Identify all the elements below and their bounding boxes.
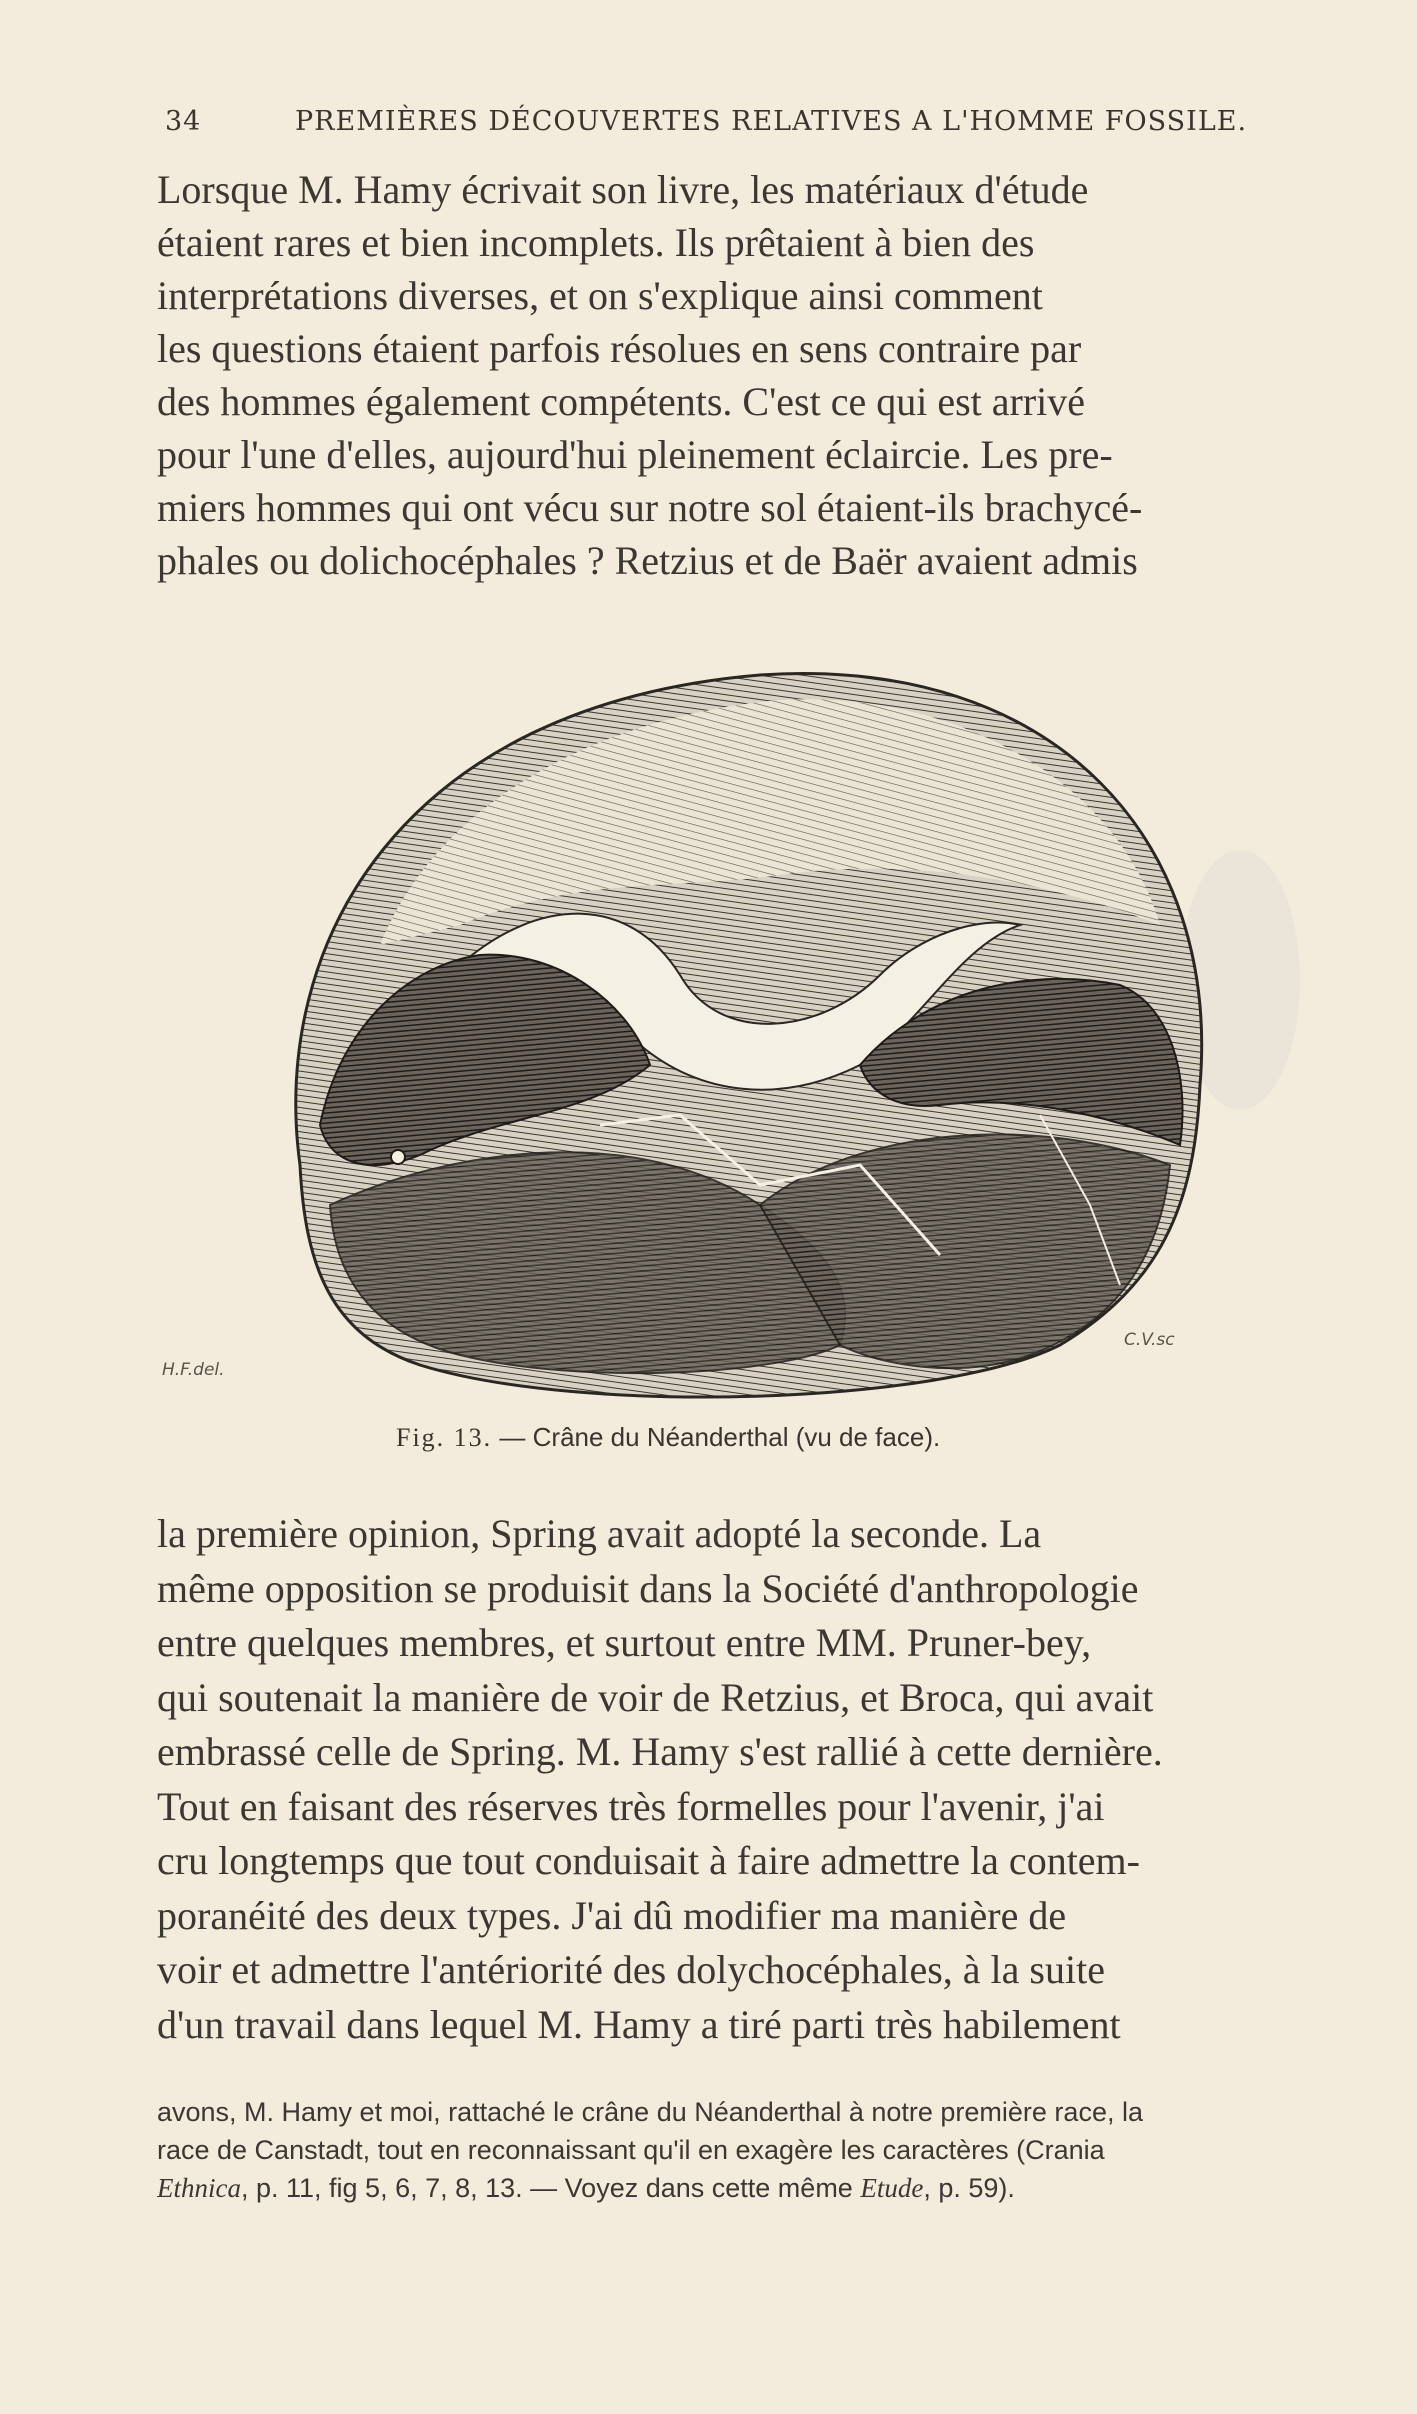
text-line: même opposition se produisit dans la Société d'anthropologie <box>157 1565 1139 1611</box>
footnote-line: race de Canstadt, tout en reconnaissant qu'il en exagère les caractères (Crania <box>157 2135 1105 2165</box>
text-line: voir et admettre l'antériorité des dolychocéphales, à la suite <box>157 1947 1105 1992</box>
text-line: Lorsque M. Hamy écrivait son livre, les matériaux d'étude <box>157 167 1089 212</box>
footnote-italic: Ethnica <box>157 2173 241 2203</box>
footnote-italic: Etude <box>860 2173 924 2203</box>
caption-text: — Crâne du Néanderthal (vu de face). <box>492 1422 941 1452</box>
caption-label: Fig. 13. <box>396 1423 493 1452</box>
page-number: 34 <box>165 106 202 137</box>
text-line: interprétations diverses, et on s'explique ainsi comment <box>157 273 1043 318</box>
text-line: étaient rares et bien incomplets. Ils prêtaient à bien des <box>157 220 1035 265</box>
text-line: embrassé celle de Spring. M. Hamy s'est rallié à cette dernière. <box>157 1729 1163 1774</box>
text-line: poranéité des deux types. J'ai dû modifier ma manière de <box>157 1892 1067 1938</box>
text-line: Tout en faisant des réserves très formelles pour l'avenir, j'ai <box>157 1783 1105 1829</box>
text-line: d'un travail dans lequel M. Hamy a tiré parti très habilement <box>157 2001 1121 2047</box>
engraver-signature-left: H.F.del. <box>162 1360 225 1380</box>
text-line: entre quelques membres, et surtout entre MM. Pruner-bey, <box>157 1620 1092 1665</box>
text-line: cru longtemps que tout conduisait à faire admettre la contem- <box>157 1838 1140 1883</box>
skull-figure <box>160 645 1340 1415</box>
text-line: qui soutenait la manière de voir de Retzius, et Broca, qui avait <box>157 1674 1154 1720</box>
text-line: phales ou dolichocéphales ? Retzius et de Baër avaient admis <box>157 538 1138 583</box>
figure-caption <box>396 1422 1096 1466</box>
footnote-text: , p. 11, fig 5, 6, 7, 8, 13. — Voyez dans cette même <box>240 2173 861 2203</box>
text-line: la première opinion, Spring avait adopté la seconde. La <box>157 1511 1042 1556</box>
footnote <box>157 2093 1357 2207</box>
footnote-line: avons, M. Hamy et moi, rattaché le crâne du Néanderthal à notre première race, la <box>157 2097 1143 2127</box>
paragraph-bottom <box>157 1507 1357 2052</box>
text-line: pour l'une d'elles, aujourd'hui pleinement éclaircie. Les pre- <box>157 432 1113 477</box>
running-title: PREMIÈRES DÉCOUVERTES RELATIVES A L'HOMME FOSSILE. <box>295 106 1248 137</box>
text-line: les questions étaient parfois résolues en sens contraire par <box>157 326 1082 371</box>
skull-engraving-icon <box>160 645 1340 1415</box>
text-line: miers hommes qui ont vécu sur notre sol étaient-ils brachycé- <box>157 485 1143 530</box>
footnote-line <box>157 2169 1357 2207</box>
running-head <box>165 98 1345 150</box>
paragraph-top <box>157 163 1357 587</box>
footnote-text: , p. 59). <box>923 2173 1015 2203</box>
engraver-signature-right: C.V.sc <box>1124 1330 1175 1350</box>
text-line: des hommes également compétents. C'est ce qui est arrivé <box>157 379 1086 424</box>
